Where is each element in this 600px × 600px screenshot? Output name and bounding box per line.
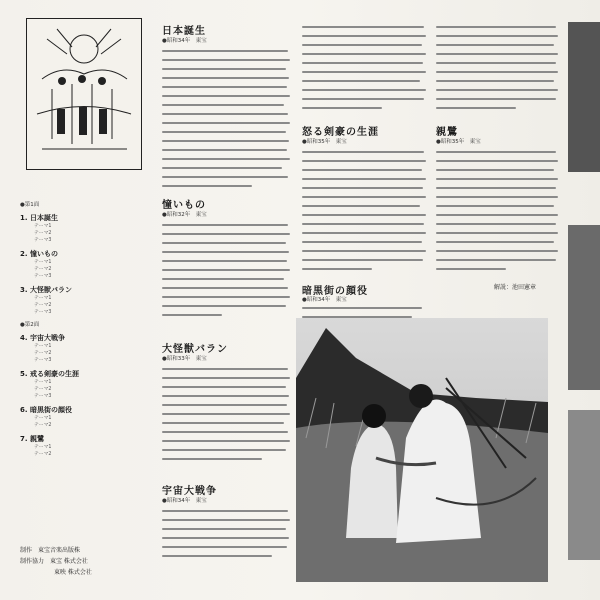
track-4	[20, 333, 138, 364]
credit-label: 制作	[20, 547, 33, 554]
tracklist	[20, 196, 138, 458]
track-2	[20, 249, 138, 280]
section-title-kare: 憧いもの	[162, 200, 206, 211]
text-block-shinkon	[436, 147, 562, 273]
section-year-shinkon: ●昭和35年 東宝	[436, 139, 481, 145]
section-title-kakushi: 暗黒街の顔役	[302, 286, 368, 297]
section-year-kakushi: ●昭和34年 東宝	[302, 297, 347, 303]
commentary-credit: 解説：池田憲章	[494, 284, 537, 291]
track-row: テーマ1	[34, 416, 52, 421]
track-title: 暗黒街の顔役	[29, 406, 72, 414]
section-title-daikaiju: 大怪獣バラン	[162, 344, 228, 355]
track-row: テーマ3	[34, 274, 52, 279]
text-block-nihon-cont	[302, 22, 428, 132]
track-number: 4.	[20, 334, 28, 342]
side-two-label: ●第2面	[20, 322, 40, 328]
track-row: テーマ2	[34, 423, 52, 428]
credit-value: 東映 株式会社	[54, 569, 92, 576]
track-3	[20, 285, 138, 316]
track-row: テーマ1	[34, 445, 52, 450]
credit-label: 制作協力	[20, 558, 45, 565]
section-title-ikaru: 怒る剣豪の生涯	[302, 127, 379, 138]
track-row: テーマ2	[34, 303, 52, 308]
credits	[20, 545, 98, 578]
section-year-nihon: ●昭和34年 東宝	[162, 38, 207, 44]
section-year-kare: ●昭和32年 東宝	[162, 212, 207, 218]
track-row: テーマ2	[34, 231, 52, 236]
text-block-ikaru	[302, 147, 428, 277]
track-row: テーマ2	[34, 351, 52, 356]
track-number: 1.	[20, 214, 28, 222]
track-row: テーマ1	[34, 380, 52, 385]
track-row: テーマ3	[34, 238, 52, 243]
track-row: テーマ2	[34, 267, 52, 272]
film-still-scene	[296, 318, 548, 582]
track-number: 2.	[20, 250, 28, 258]
track-number: 5.	[20, 370, 28, 378]
photo-strip-middle	[568, 225, 600, 390]
text-block-daikaiju	[162, 364, 292, 464]
track-row: テーマ1	[34, 224, 52, 229]
track-title: 大怪獣バラン	[29, 286, 72, 294]
film-still-photo	[296, 318, 548, 582]
text-block-nihon	[162, 46, 292, 188]
text-block-right-top	[436, 22, 562, 114]
track-row: テーマ1	[34, 344, 52, 349]
track-6	[20, 405, 138, 429]
track-title: 憧いもの	[29, 250, 58, 258]
section-year-uchu: ●昭和34年 東宝	[162, 498, 207, 504]
track-title: 戒る剣豪の生涯	[29, 370, 79, 378]
track-row: テーマ2	[34, 387, 52, 392]
warrior-illustration	[26, 18, 142, 170]
text-block-kare	[162, 220, 292, 320]
track-number: 3.	[20, 286, 28, 294]
section-title-uchu: 宇宙大戦争	[162, 486, 217, 497]
photo-strip-top	[568, 22, 600, 172]
track-row: テーマ1	[34, 260, 52, 265]
illustration-drawing	[27, 19, 141, 169]
track-title: 日本誕生	[29, 214, 58, 222]
section-title-nihon: 日本誕生	[162, 26, 206, 37]
track-7	[20, 434, 138, 458]
track-number: 6.	[20, 406, 28, 414]
track-row: テーマ3	[34, 310, 52, 315]
section-year-ikaru: ●昭和35年 東宝	[302, 139, 347, 145]
track-row: テーマ1	[34, 296, 52, 301]
track-row: テーマ2	[34, 452, 52, 457]
track-5	[20, 369, 138, 400]
track-1	[20, 213, 138, 244]
text-block-uchu	[162, 506, 292, 562]
photo-strip-bottom	[568, 410, 600, 560]
track-row: テーマ3	[34, 394, 52, 399]
credit-value: 東宝 株式会社	[50, 558, 88, 565]
credit-value: 東宝音楽出版株	[38, 547, 81, 554]
track-title: 宇宙大戦争	[29, 334, 65, 342]
track-title: 親鷺	[29, 435, 44, 443]
track-row: テーマ3	[34, 358, 52, 363]
track-number: 7.	[20, 435, 28, 443]
section-title-shinkon: 親鷺	[436, 127, 458, 138]
side-one-label: ●第1面	[20, 202, 40, 208]
section-year-daikaiju: ●昭和33年 東宝	[162, 356, 207, 362]
